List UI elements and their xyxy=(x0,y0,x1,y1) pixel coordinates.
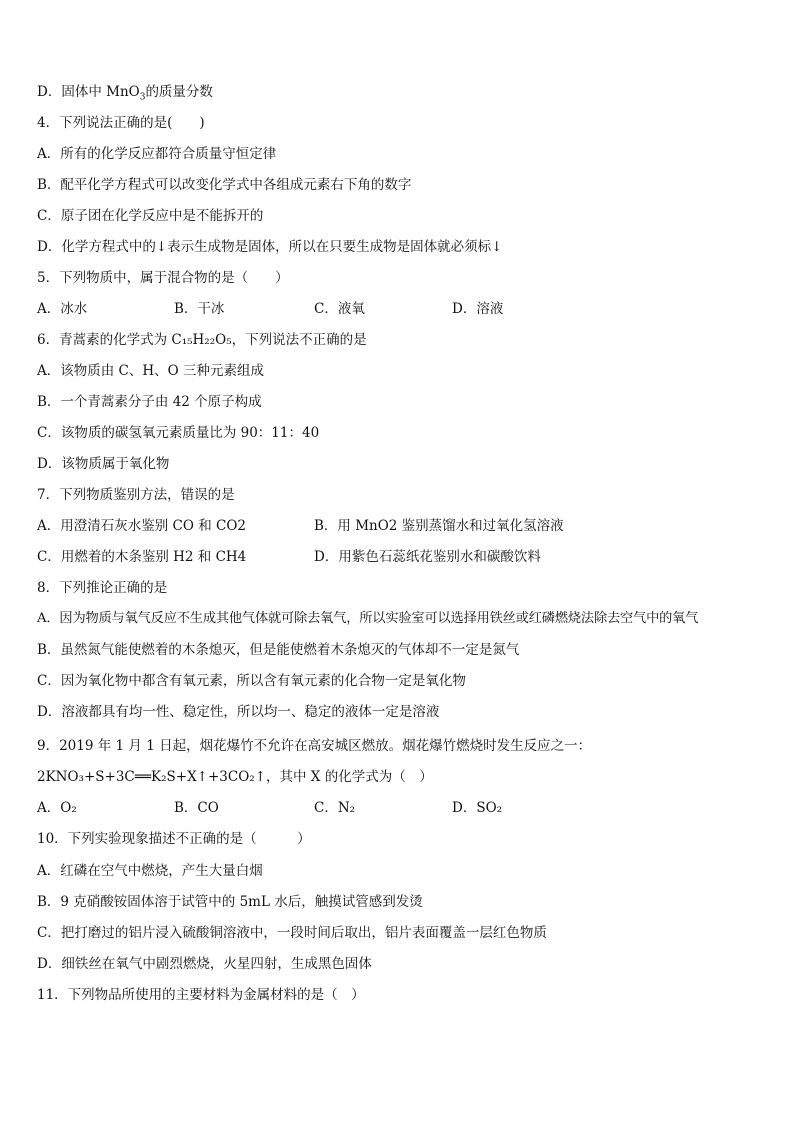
q4-stem: 4．下列说法正确的是( ) xyxy=(37,115,205,131)
q8-option-d: D．溶液都具有均一性、稳定性，所以均一、稳定的液体一定是溶液 xyxy=(37,704,440,720)
q6-stem: 6．青蒿素的化学式为 C₁₅H₂₂O₅，下列说法不正确的是 xyxy=(37,332,367,348)
q8-option-c: C．因为氧化物中都含有氧元素，所以含有氧元素的化合物一定是氧化物 xyxy=(37,673,466,689)
q10-option-d: D．细铁丝在氧气中剧烈燃烧，火星四射，生成黑色固体 xyxy=(37,956,372,972)
q4-option-d: D．化学方程式中的↓表示生成物是固体，所以在只要生成物是固体就必须标↓ xyxy=(37,239,503,255)
q9-option-d: D．SO₂ xyxy=(452,800,503,816)
q7-option-b: B．用 MnO2 鉴别蒸馏水和过氧化氢溶液 xyxy=(314,518,564,534)
q11-stem: 11．下列物品所使用的主要材料为金属材料的是（ ） xyxy=(37,987,365,1003)
q9-option-b: B．CO xyxy=(174,800,219,816)
q6-option-a: A．该物质由 C、H、O 三种元素组成 xyxy=(37,363,265,379)
q5-option-a: A．冰水 xyxy=(37,301,88,317)
q8-option-b: B．虽然氮气能使燃着的木条熄灭，但是能使燃着木条熄灭的气体却不一定是氮气 xyxy=(37,642,520,658)
q4-option-c: C．原子团在化学反应中是不能拆开的 xyxy=(37,208,264,224)
q6-option-b: B．一个青蒿素分子由 42 个原子构成 xyxy=(37,394,262,410)
q5-option-c: C．液氧 xyxy=(314,301,365,317)
q5-option-d: D．溶液 xyxy=(452,301,504,317)
q7-stem: 7．下列物质鉴别方法，错误的是 xyxy=(37,487,235,503)
q6-option-c: C．该物质的碳氢氧元素质量比为 90：11：40 xyxy=(37,425,320,441)
subscript-3: 3 xyxy=(139,92,146,103)
q4-option-b: B．配平化学方程式可以改变化学式中各组成元素右下角的数字 xyxy=(37,177,412,193)
q4-option-a: A．所有的化学反应都符合质量守恒定律 xyxy=(37,146,277,162)
q9-equation: 2KNO₃+S+3C══K₂S+X↑+3CO₂↑，其中 X 的化学式为（ ） xyxy=(37,769,433,785)
q9-option-a: A．O₂ xyxy=(37,800,77,816)
q7-option-a: A．用澄清石灰水鉴别 CO 和 CO2 xyxy=(37,518,247,534)
q8-option-a: A．因为物质与氧气反应不生成其他气体就可除去氧气，所以实验室可以选择用铁丝或红磷燃烧法除去空气中的氧气 xyxy=(37,611,699,626)
q7-option-d: D．用紫色石蕊纸花鉴别水和碳酸饮料 xyxy=(314,549,541,565)
q10-option-b: B．9 克硝酸铵固体溶于试管中的 5mL 水后，触摸试管感到发烫 xyxy=(37,894,423,910)
q10-option-c: C．把打磨过的铝片浸入硫酸铜溶液中，一段时间后取出，铝片表面覆盖一层红色物质 xyxy=(37,925,547,941)
q9-stem: 9．2019 年 1 月 1 日起，烟花爆竹不允许在高安城区燃放。烟花爆竹燃烧时发生反应之一： xyxy=(37,738,592,754)
q7-option-c: C．用燃着的木条鉴别 H2 和 CH4 xyxy=(37,549,247,565)
q6-option-d: D．该物质属于氧化物 xyxy=(37,456,170,472)
q10-stem: 10．下列实验现象描述不正确的是（ ） xyxy=(37,831,311,847)
q10-option-a: A．红磷在空气中燃烧，产生大量白烟 xyxy=(37,863,263,879)
q3-option-d: D．固体中 MnO$_3$的质量分数 xyxy=(37,84,213,103)
q8-stem: 8．下列推论正确的是 xyxy=(37,580,168,596)
q9-option-c: C．N₂ xyxy=(314,800,356,816)
q5-option-b: B．干冰 xyxy=(174,301,225,317)
q5-stem: 5．下列物质中，属于混合物的是（ ） xyxy=(37,270,289,286)
